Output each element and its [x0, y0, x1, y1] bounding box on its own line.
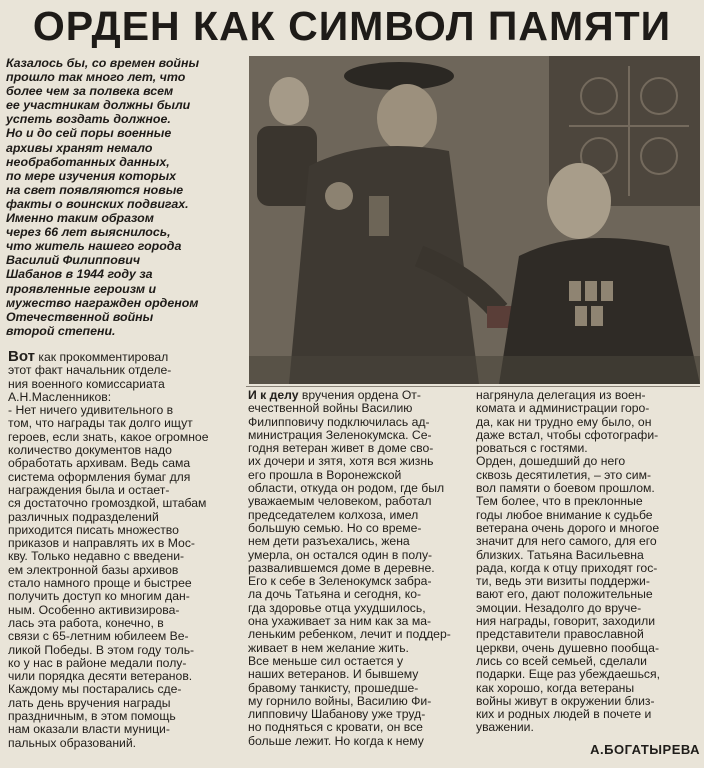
column-3-line: церкви, очень душевно пообща- [476, 640, 660, 655]
column-2-line: му горнило войны, Василию Фи- [248, 693, 432, 708]
column-3-line: да, как ни трудно ему было, он [476, 414, 652, 429]
lead-line: архивы хранят немало [6, 140, 153, 155]
column-1-line: Каждому мы постарались сде- [8, 682, 182, 697]
column-2-line: но подняться с кровати, он все [248, 720, 423, 735]
lead-line: успеть воздать должное. [6, 112, 171, 127]
column-2-line: нем дети разъехались, жена [248, 534, 410, 549]
column-1-line: различных подразделений [8, 509, 159, 524]
column-2-line: наших ветеранов. И бывшему [248, 667, 419, 682]
column-1-first-rest: как прокомментировал [34, 350, 169, 364]
column-1-line: этот факт начальник отделе- [8, 363, 172, 378]
column-3-line: рада, когда к отцу приходят гос- [476, 560, 658, 575]
column-2-line: леньким ребенком, лечит и поддер- [248, 627, 451, 642]
lead-line: второй степени. [6, 323, 116, 338]
column-1-line: нам оказали власти муници- [8, 722, 170, 737]
column-2-line: Филипповичу подключилась ад- [248, 414, 430, 429]
column-1-line: связи с 65-летним юбилеем Ве- [8, 629, 189, 644]
column-3-line: лись со всей семьей, сделали [476, 653, 647, 668]
article-column-1 [8, 350, 243, 750]
column-2-line: большую семью. Но со време- [248, 520, 422, 535]
column-1-line: ко у нас в районе медали полу- [8, 655, 187, 670]
column-2-line: председателем колхоза, имел [248, 507, 419, 522]
lead-line: по мере изучения которых [6, 168, 177, 183]
lead-line: Шабанов в 1944 году за [6, 267, 153, 282]
lead-line: что житель нашего города [6, 239, 182, 254]
column-1-line: пальных образований. [8, 735, 137, 750]
article-column-2 [248, 389, 470, 748]
column-2-lead-rest: вручения ордена От- [298, 388, 421, 402]
article-lead [6, 56, 246, 346]
column-2-line: бравому танкисту, прошедше- [248, 680, 419, 695]
lead-line: факты о воинских подвигах. [6, 196, 189, 211]
column-2-line: ла дочь Татьяна и сегодня, ко- [248, 587, 422, 602]
column-1-line: приходится писать множество [8, 522, 179, 537]
column-1-line: ным. Особенно активизирова- [8, 602, 180, 617]
lead-line: через 66 лет выяснилось, [6, 225, 171, 240]
column-1-line: ем электронной базы архивов [8, 562, 179, 577]
lead-line: на свет появляются новые [6, 182, 184, 197]
column-2-line: годня ветеран живет в доме сво- [248, 441, 434, 456]
lead-line: необработанных данных, [6, 154, 170, 169]
column-2-line: области, откуда он родом, где был [248, 481, 445, 496]
lead-line: Отечественной войны [6, 309, 154, 324]
photo-illustration [249, 56, 700, 384]
column-1-line: приказов и направлять их в Мос- [8, 536, 195, 551]
article-photo [249, 56, 700, 384]
column-1-line: получить доступ ко многим дан- [8, 589, 190, 604]
column-1-line: количество документов надо [8, 443, 172, 458]
column-2-line: его прошла в Воронежской [248, 467, 402, 482]
column-2-line: гда здоровье отца ухудшилось, [248, 600, 426, 615]
column-3-line: роваться с гостями. [476, 441, 588, 456]
column-1-line: ния военного комиссариата [8, 376, 165, 391]
column-1-line: - Нет ничего удивительного в [8, 403, 174, 418]
column-3-line: войны живут в окружении близ- [476, 693, 655, 708]
column-2-line: умерла, он остался один в полу- [248, 547, 433, 562]
column-1-line: лать день вручения награды [8, 695, 171, 710]
column-3-line: ния награды, говорит, заходили [476, 614, 656, 629]
column-2-line: уважаемым человеком, работал [248, 494, 432, 509]
column-3-line: уважении. [476, 720, 534, 735]
column-2-lead-bold: И к делу [248, 388, 299, 402]
column-3-line: значит для него самого, для его [476, 534, 657, 549]
column-1-line: лась эта работа, конечно, в [8, 615, 164, 630]
column-2-line: развалившемся доме в деревне. [248, 560, 435, 575]
column-1-line: том, что награды так долго ищут [8, 416, 193, 431]
column-3-line: Орден, дошедший до него [476, 454, 626, 469]
column-3-line: ветерана очень дорого и многое [476, 520, 660, 535]
lead-line: Но и до сей поры военные [6, 126, 172, 141]
article-author: А.БОГАТЫРЕВА [590, 742, 700, 757]
column-2-line: их дочери и зятя, хотя вся жизнь [248, 454, 434, 469]
column-3-line: комата и администрации горо- [476, 401, 650, 416]
lead-line: прошло так много лет, что [6, 70, 186, 85]
column-3-line: сквозь десятилетия, – это сим- [476, 467, 652, 482]
column-3-line: эмоции. Незадолго до вруче- [476, 600, 642, 615]
column-1-line: обработать архивам. Ведь сама [8, 456, 191, 471]
column-3-line: вают его, дают положительные [476, 587, 653, 602]
column-3-line: близких. Татьяна Васильевна [476, 547, 644, 562]
column-2-line: она ухаживает за ним как за ма- [248, 614, 432, 629]
column-2-line: Его к себе в Зеленокумск забра- [248, 574, 432, 589]
photo-divider [246, 386, 700, 387]
column-2-line: липповичу Шабанову уже труд- [248, 707, 426, 722]
column-2-line: больше лежит. Но когда к нему [248, 733, 424, 748]
column-1-line: стало намного проще и быстрее [8, 576, 192, 591]
lead-line: Василий Филиппович [6, 253, 141, 268]
column-1-line: А.Н.Масленников: [8, 389, 112, 404]
column-1-line: чили порядка десяти ветеранов. [8, 669, 193, 684]
column-2-line: Все меньше сил остается у [248, 653, 404, 668]
column-2-first-line [248, 389, 470, 402]
column-3-line: нагрянула делегация из воен- [476, 388, 646, 402]
column-1-line: праздничным, в этом помощь [8, 709, 176, 724]
column-2-line: живает в нем желание жить. [248, 640, 409, 655]
column-2-line: ечественной войны Василию [248, 401, 413, 416]
column-1-first-line [8, 350, 243, 364]
article-headline: ОРДЕН КАК СИМВОЛ ПАМЯТИ [32, 3, 672, 49]
lead-line: ее участникам должны были [6, 98, 191, 113]
column-3-line: ти, ведь эти визиты поддержи- [476, 574, 650, 589]
column-1-line: кву. Только недавно с введени- [8, 549, 185, 564]
column-2-line: министрация Зеленокумска. Се- [248, 427, 432, 442]
column-3-line: Тем более, что в преклонные [476, 494, 643, 509]
column-3-line: как хорошо, когда ветераны [476, 680, 635, 695]
column-3-line: представители православной [476, 627, 644, 642]
column-1-line: героев, если знать, какое огромное [8, 429, 209, 444]
column-3-line: ких и родных людей в почете и [476, 707, 652, 722]
column-1-line: награждения была и остает- [8, 482, 170, 497]
lead-line: проявленные героизм и [6, 281, 157, 296]
article-column-3 [476, 389, 700, 735]
drop-word: Вот [8, 348, 35, 365]
lead-line: более чем за полвека всем [6, 84, 174, 99]
column-1-line: система оформления бумаг для [8, 469, 191, 484]
column-3-line: даже встал, чтобы сфотографи- [476, 427, 659, 442]
lead-line: Именно таким образом [6, 211, 154, 226]
column-3-line: подарки. Еще раз убеждаешься, [476, 667, 661, 682]
lead-line: Казалось бы, со времен войны [6, 56, 200, 70]
column-3-line: вол памяти о боевом прошлом. [476, 481, 655, 496]
column-1-line: ся достаточно громоздкой, штабам [8, 496, 207, 511]
column-3-line: годы любое внимание к судьбе [476, 507, 653, 522]
column-1-line: ликой Победы. В этом году толь- [8, 642, 195, 657]
lead-line: мужество награжден орденом [6, 295, 199, 310]
